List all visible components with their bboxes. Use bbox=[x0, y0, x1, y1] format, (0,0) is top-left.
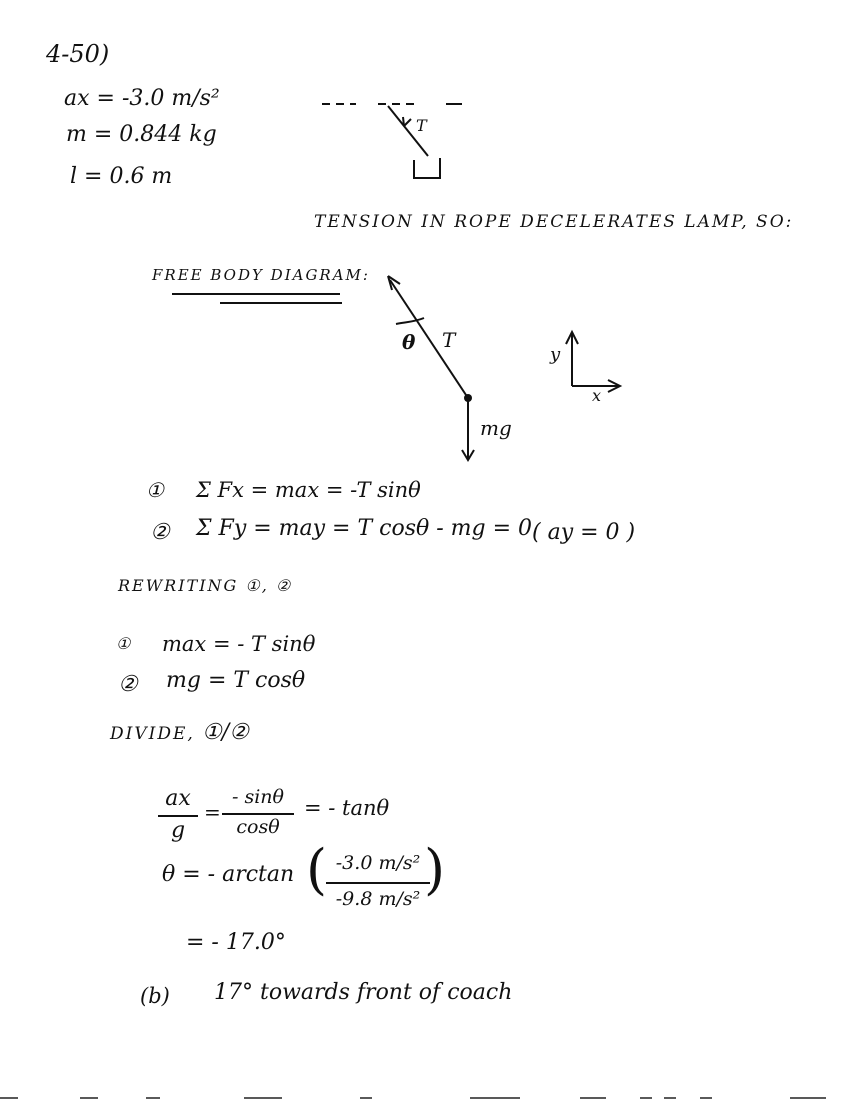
frac2-denominator: cosθ bbox=[236, 816, 280, 838]
frac1-denominator: g bbox=[170, 818, 186, 843]
open-paren: ( bbox=[306, 838, 328, 901]
fbd-weight-label: mg bbox=[480, 416, 512, 440]
eq2-marker: ② bbox=[150, 520, 170, 545]
given-acceleration: ax = -3.0 m/s² bbox=[64, 86, 220, 111]
fbd-title: FREE BODY DIAGRAM: bbox=[152, 266, 370, 284]
given-length: l = 0.6 m bbox=[70, 164, 173, 189]
frac3-numerator: -3.0 m/s² bbox=[335, 852, 421, 874]
rewriting-label: REWRITING ①, ② bbox=[118, 576, 293, 595]
divide-label: DIVIDE, bbox=[110, 724, 195, 744]
frac1-numerator: ax bbox=[165, 786, 191, 811]
eq1-text: Σ Fx = max = -T sinθ bbox=[196, 478, 421, 502]
answer-text: 17° towards front of coach bbox=[214, 980, 513, 1005]
fbd-theta-label: θ bbox=[402, 330, 416, 354]
divide-ratio: ①/② bbox=[202, 720, 249, 745]
problem-number: 4-50) bbox=[46, 40, 110, 68]
eq2-text: Σ Fy = may = T cosθ - mg = 0 bbox=[196, 516, 533, 541]
eq1-marker: ① bbox=[146, 478, 164, 502]
axis-x-label: x bbox=[592, 386, 602, 405]
statement-text: TENSION IN ROPE DECELERATES LAMP, SO: bbox=[314, 212, 794, 232]
sketch-tension-label: T bbox=[416, 116, 427, 135]
theta-lhs: θ = - arctan bbox=[162, 862, 295, 887]
rewrite-eq1-text: max = - T sinθ bbox=[162, 632, 316, 656]
answer-part-label: (b) bbox=[140, 984, 170, 1008]
frac3-denominator: -9.8 m/s² bbox=[335, 888, 421, 910]
close-paren: ) bbox=[424, 838, 446, 901]
rewrite-eq1-marker: ① bbox=[116, 634, 131, 653]
frac-equals: = bbox=[204, 800, 221, 824]
given-mass: m = 0.844 kg bbox=[66, 122, 217, 147]
frac2-numerator: - sinθ bbox=[232, 786, 284, 808]
rewrite-eq2-text: mg = T cosθ bbox=[166, 668, 306, 693]
eq2-note: ( ay = 0 ) bbox=[532, 520, 636, 545]
fbd-tension-label: T bbox=[442, 328, 456, 352]
rewrite-eq2-marker: ② bbox=[118, 672, 138, 697]
result-value: = - 17.0° bbox=[186, 930, 286, 955]
axis-y-label: y bbox=[550, 344, 561, 365]
neg-tan: = - tanθ bbox=[304, 796, 390, 820]
